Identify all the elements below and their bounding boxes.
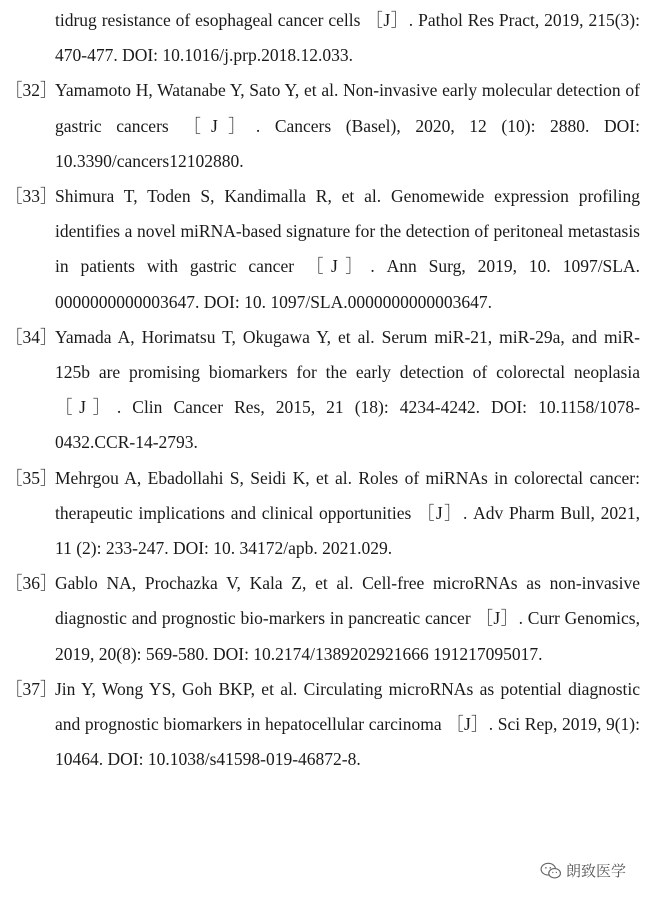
reference-item — [0, 179, 648, 320]
reference-item — [0, 73, 648, 179]
reference-text: Gablo NA, Prochazka V, Kala Z, et al. Cell-free microRNAs as non-invasive diagnostic and prognostic bio-markers in pancreatic cancer ［J］. Curr Genomics, 2019, 20(8): 569-580. DOI: 10.2174/1389202921666 191217095017. — [55, 573, 640, 664]
reference-number: ［34］ — [5, 326, 58, 347]
watermark — [538, 860, 628, 881]
reference-item — [0, 461, 648, 567]
wechat-icon — [540, 862, 562, 880]
reference-text: Shimura T, Toden S, Kandimalla R, et al. Genomewide expression profiling identifies a novel miRNA-based signature for the detection of peritoneal metastasis in patients with gastric cancer ［J］. Ann Surg, 2019, 10. 1097/SLA. 0000000000003647. DOI: 10. 1097/SLA.0000000000003647. — [55, 186, 640, 312]
reference-number: ［33］ — [5, 186, 58, 207]
reference-item — [0, 320, 648, 461]
reference-number: ［36］ — [5, 573, 58, 594]
reference-number: ［35］ — [5, 467, 58, 488]
reference-text: Mehrgou A, Ebadollahi S, Seidi K, et al. Roles of miRNAs in colorectal cancer: therapeutic implications and clinical opportunities ［J］. Adv Pharm Bull, 2021, 11 (2): 233-247. DOI: 10. 34172/apb. 2021.029. — [55, 467, 640, 559]
reference-text: Jin Y, Wong YS, Goh BKP, et al. Circulating microRNAs as potential diagnostic and prognostic biomarkers in hepatocellular carcinoma ［J］. Sci Rep, 2019, 9(1): 10464. DOI: 10.1038/s41598-019-46872-8. — [55, 678, 640, 770]
reference-item — [0, 566, 648, 672]
watermark-text: 朗致医学 — [565, 862, 626, 880]
reference-text: Yamada A, Horimatsu T, Okugawa Y, et al. Serum miR-21, miR-29a, and miR-125b are promising biomarkers for the early detection of colorectal neoplasia ［J］. Clin Cancer Res, 2015, 21 (18): 4234-4242. DOI: 10.1158/1078-0432.CCR-14-2793. — [55, 326, 640, 453]
reference-number: ［37］ — [5, 678, 58, 699]
reference-text: Yamamoto H, Watanabe Y, Sato Y, et al. Non-invasive early molecular detection of gastric cancers ［J］. Cancers (Basel), 2020, 12 (10): 2880. DOI: 10.3390/cancers12102880. — [55, 80, 640, 171]
reference-item — [0, 0, 648, 73]
reference-item — [0, 672, 648, 778]
reference-text: tidrug resistance of esophageal cancer cells ［J］. Pathol Res Pract, 2019, 215(3): 470-477. DOI: 10.1016/j.prp.2018.12.033. — [55, 10, 640, 66]
reference-number: ［32］ — [5, 80, 58, 101]
